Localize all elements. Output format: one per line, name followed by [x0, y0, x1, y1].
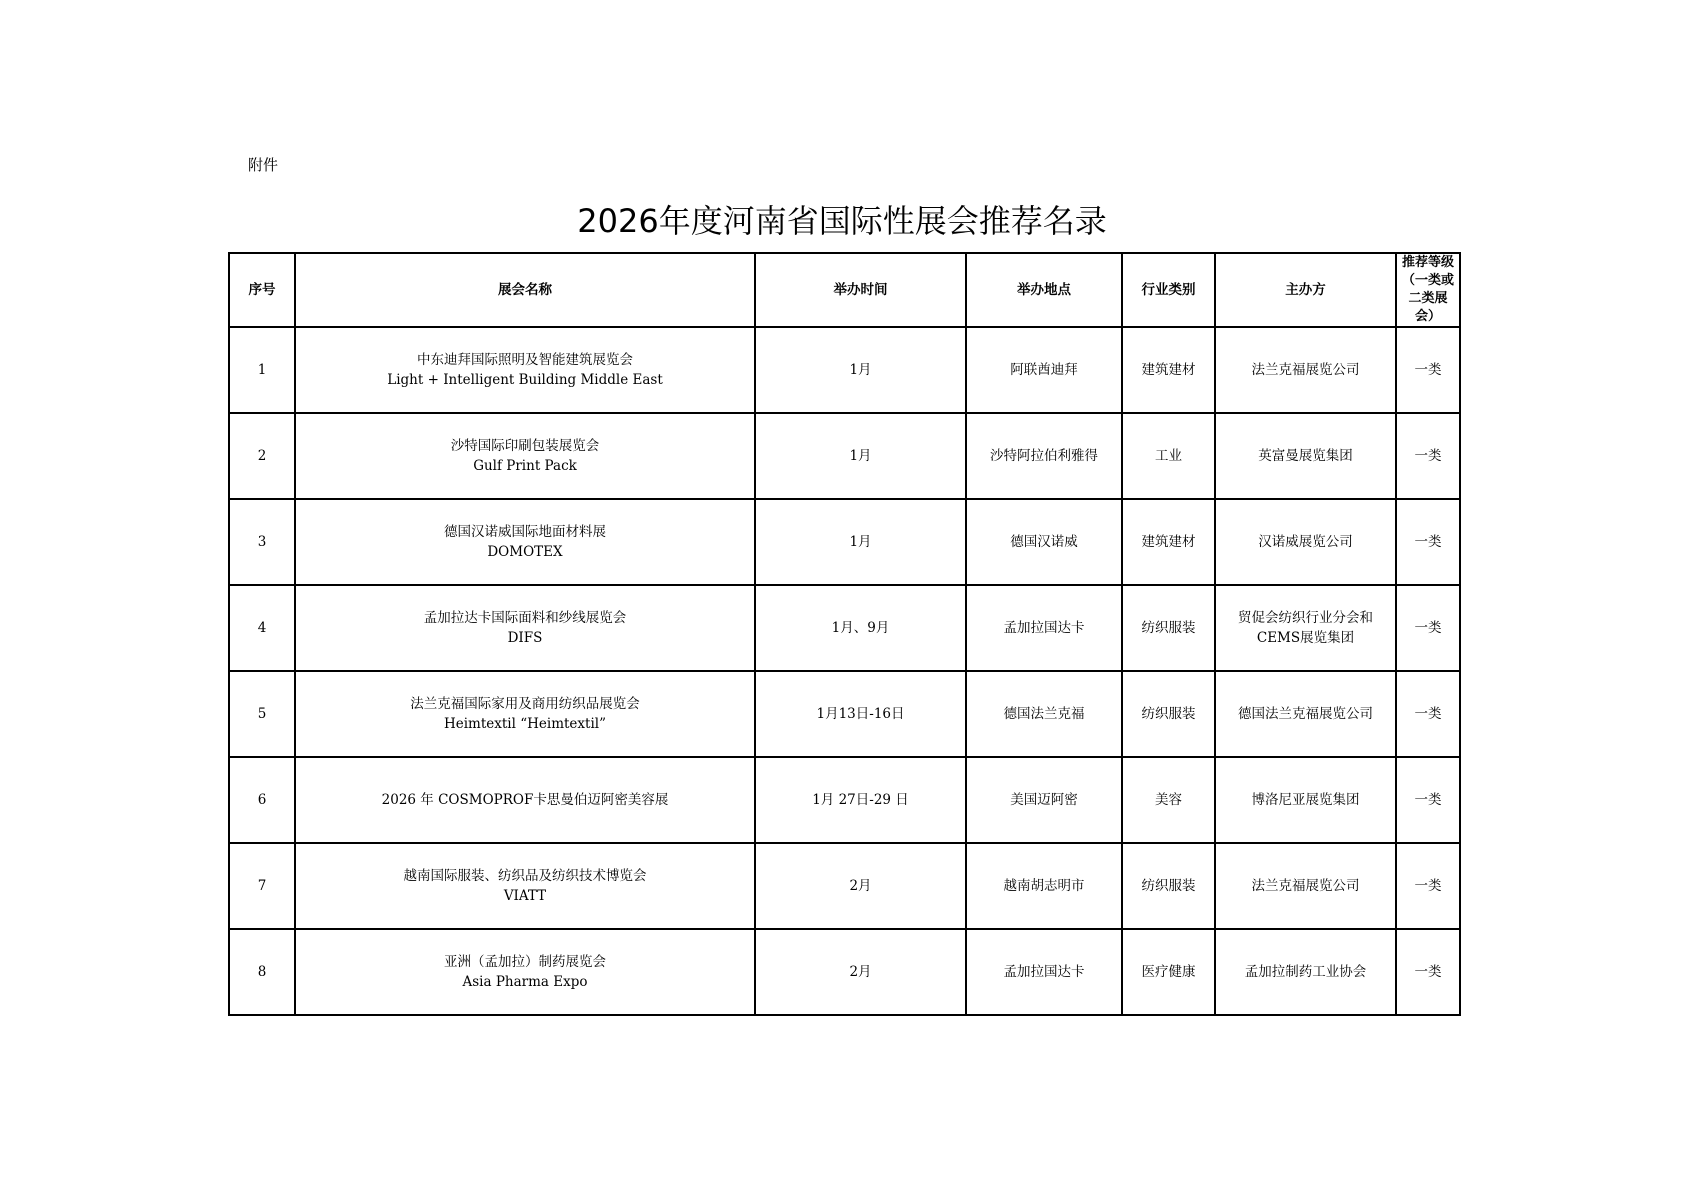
exhibition-name-cn: 法兰克福国际家用及商用纺织品展览会 [410, 696, 640, 712]
exhibition-name-en: DIFS [507, 630, 543, 646]
exhibition-name-en: VIATT [503, 888, 547, 904]
cell-organizer: 法兰克福展览公司 [1215, 327, 1396, 413]
cell-organizer: 贸促会纺织行业分会和CEMS展览集团 [1215, 585, 1396, 671]
exhibition-name-cn: 越南国际服装、纺织品及纺织技术博览会 [403, 868, 647, 884]
table-row [229, 757, 1460, 843]
table-row [229, 671, 1460, 757]
cell-organizer: 法兰克福展览公司 [1215, 843, 1396, 929]
cell-place: 美国迈阿密 [966, 757, 1122, 843]
cell-organizer: 德国法兰克福展览公司 [1215, 671, 1396, 757]
cell-seq: 8 [229, 929, 295, 1015]
cell-name [295, 327, 755, 413]
cell-industry: 建筑建材 [1122, 499, 1215, 585]
cell-time: 1月 [755, 413, 966, 499]
cell-level: 一类 [1396, 843, 1460, 929]
cell-level: 一类 [1396, 585, 1460, 671]
cell-level: 一类 [1396, 327, 1460, 413]
cell-name [295, 757, 755, 843]
cell-organizer: 汉诺威展览公司 [1215, 499, 1396, 585]
table-row [229, 499, 1460, 585]
exhibition-name-cn: 德国汉诺威国际地面材料展 [444, 524, 606, 540]
exhibition-name-en: Heimtextil “Heimtextil” [443, 716, 607, 732]
table-row [229, 585, 1460, 671]
exhibition-table [228, 252, 1461, 1016]
cell-time: 2月 [755, 843, 966, 929]
page-title: 2026年度河南省国际性展会推荐名录 [577, 202, 1107, 240]
exhibition-name-cn: 孟加拉达卡国际面料和纱线展览会 [423, 610, 627, 626]
cell-level: 一类 [1396, 499, 1460, 585]
cell-time: 1月 27日-29 日 [755, 757, 966, 843]
exhibition-name-en: Asia Pharma Expo [462, 974, 588, 990]
table-row [229, 843, 1460, 929]
cell-seq: 7 [229, 843, 295, 929]
cell-level: 一类 [1396, 413, 1460, 499]
cell-time: 2月 [755, 929, 966, 1015]
cell-place: 阿联酋迪拜 [966, 327, 1122, 413]
header-seq: 序号 [229, 253, 295, 327]
exhibition-name-en: Light + Intelligent Building Middle East [387, 372, 663, 388]
cell-seq: 2 [229, 413, 295, 499]
cell-level: 一类 [1396, 929, 1460, 1015]
cell-place: 德国法兰克福 [966, 671, 1122, 757]
cell-seq: 3 [229, 499, 295, 585]
cell-industry: 建筑建材 [1122, 327, 1215, 413]
header-name: 展会名称 [295, 253, 755, 327]
exhibition-name-cn: 亚洲（孟加拉）制药展览会 [444, 954, 606, 970]
cell-place: 越南胡志明市 [966, 843, 1122, 929]
cell-industry: 纺织服装 [1122, 671, 1215, 757]
exhibition-name-cn: 2026 年 COSMOPROF卡思曼伯迈阿密美容展 [381, 792, 669, 808]
table-row [229, 413, 1460, 499]
cell-name [295, 929, 755, 1015]
cell-place: 孟加拉国达卡 [966, 585, 1122, 671]
cell-organizer: 博洛尼亚展览集团 [1215, 757, 1396, 843]
cell-place: 孟加拉国达卡 [966, 929, 1122, 1015]
cell-seq: 6 [229, 757, 295, 843]
header-organizer: 主办方 [1215, 253, 1396, 327]
cell-place: 沙特阿拉伯利雅得 [966, 413, 1122, 499]
cell-name [295, 499, 755, 585]
cell-industry: 纺织服装 [1122, 843, 1215, 929]
cell-seq: 4 [229, 585, 295, 671]
header-industry: 行业类别 [1122, 253, 1215, 327]
cell-name [295, 585, 755, 671]
cell-time: 1月 [755, 327, 966, 413]
cell-name [295, 843, 755, 929]
cell-seq: 5 [229, 671, 295, 757]
exhibition-name-en: DOMOTEX [487, 544, 563, 560]
header-level: 推荐等级（一类或二类展会） [1396, 253, 1460, 327]
exhibition-name-cn: 中东迪拜国际照明及智能建筑展览会 [417, 352, 633, 368]
cell-industry: 工业 [1122, 413, 1215, 499]
exhibition-name-cn: 沙特国际印刷包装展览会 [450, 438, 600, 454]
table-header-row [229, 253, 1460, 327]
cell-industry: 纺织服装 [1122, 585, 1215, 671]
cell-time: 1月13日-16日 [755, 671, 966, 757]
cell-industry: 医疗健康 [1122, 929, 1215, 1015]
cell-seq: 1 [229, 327, 295, 413]
cell-time: 1月 [755, 499, 966, 585]
attachment-label: 附件 [248, 156, 279, 174]
cell-time: 1月、9月 [755, 585, 966, 671]
cell-level: 一类 [1396, 671, 1460, 757]
table-body [229, 327, 1460, 1015]
table-row [229, 929, 1460, 1015]
cell-organizer: 孟加拉制药工业协会 [1215, 929, 1396, 1015]
cell-name [295, 671, 755, 757]
cell-name [295, 413, 755, 499]
table-row [229, 327, 1460, 413]
cell-industry: 美容 [1122, 757, 1215, 843]
cell-level: 一类 [1396, 757, 1460, 843]
header-time: 举办时间 [755, 253, 966, 327]
header-place: 举办地点 [966, 253, 1122, 327]
cell-place: 德国汉诺威 [966, 499, 1122, 585]
cell-organizer: 英富曼展览集团 [1215, 413, 1396, 499]
exhibition-name-en: Gulf Print Pack [473, 458, 577, 474]
